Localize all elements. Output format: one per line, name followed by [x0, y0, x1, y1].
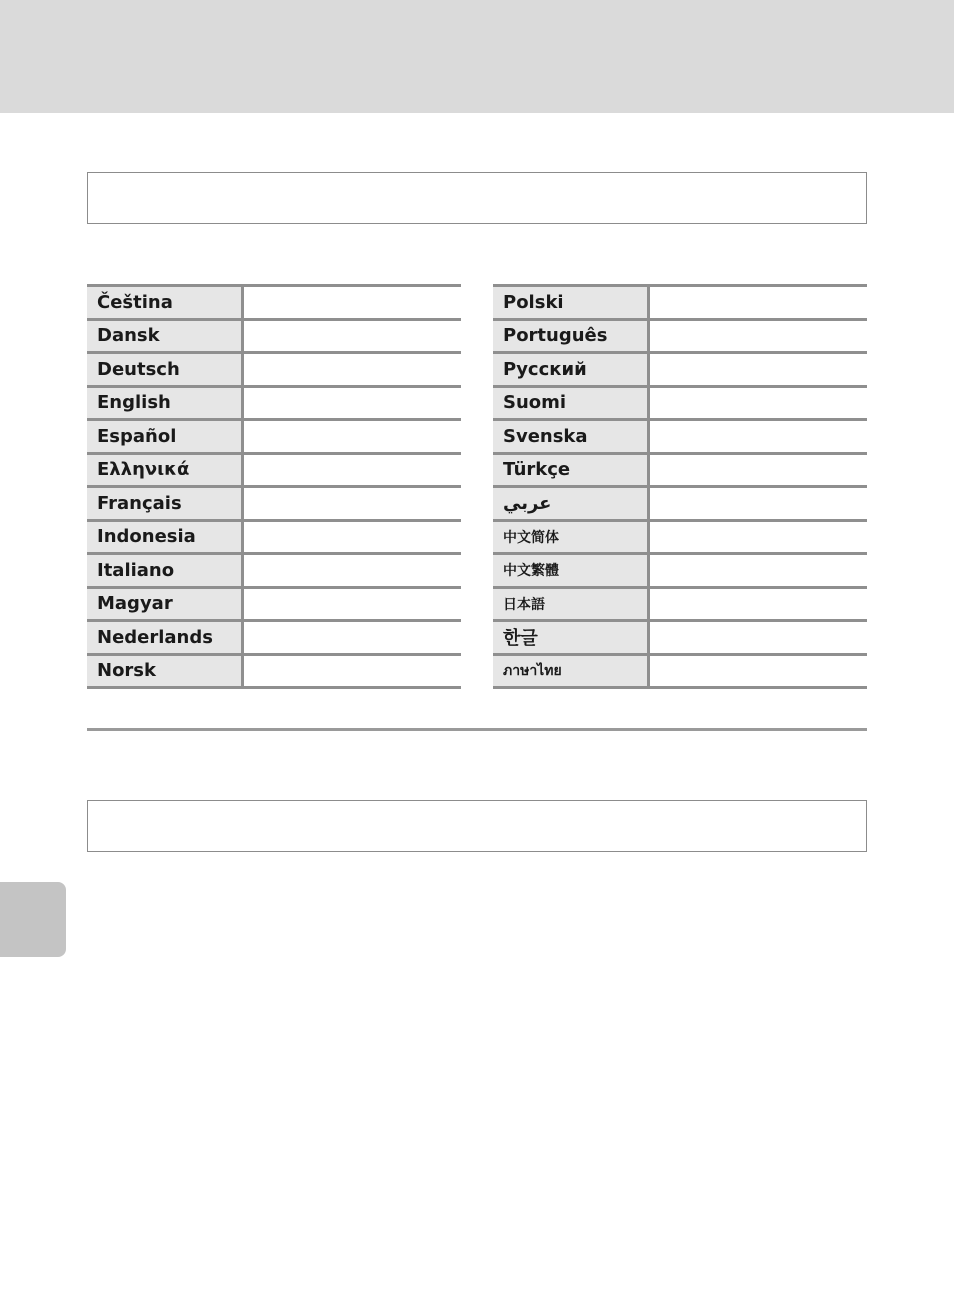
language-table-left — [87, 284, 461, 689]
language-name: Italiano — [87, 555, 244, 586]
language-value-cell — [244, 555, 461, 586]
language-name: Dansk — [87, 321, 244, 352]
language-name: Norsk — [87, 656, 244, 687]
language-name: Magyar — [87, 589, 244, 620]
language-row — [87, 589, 461, 623]
language-row — [493, 421, 867, 455]
language-value-cell — [244, 522, 461, 553]
language-value-cell — [244, 287, 461, 318]
language-row — [87, 488, 461, 522]
language-row — [493, 589, 867, 623]
language-row — [87, 622, 461, 656]
language-name: Français — [87, 488, 244, 519]
language-value-cell — [244, 388, 461, 419]
language-value-cell — [244, 488, 461, 519]
language-row — [493, 555, 867, 589]
language-row — [87, 388, 461, 422]
language-row — [493, 321, 867, 355]
language-name: Svenska — [493, 421, 650, 452]
language-name: Русский — [493, 354, 650, 385]
language-row — [87, 287, 461, 321]
language-value-cell — [650, 354, 867, 385]
language-name: Ελληνικά — [87, 455, 244, 486]
side-thumb-tab — [0, 882, 66, 957]
language-name: Português — [493, 321, 650, 352]
language-value-cell — [650, 421, 867, 452]
language-row — [87, 656, 461, 690]
language-value-cell — [244, 354, 461, 385]
language-value-cell — [650, 287, 867, 318]
top-empty-box — [87, 172, 867, 224]
language-row — [493, 388, 867, 422]
language-value-cell — [244, 656, 461, 687]
language-value-cell — [244, 622, 461, 653]
language-row — [493, 287, 867, 321]
language-value-cell — [244, 421, 461, 452]
language-row — [493, 455, 867, 489]
language-row — [87, 354, 461, 388]
language-name: 中文简体 — [493, 522, 650, 553]
language-row — [493, 622, 867, 656]
language-name: 中文繁體 — [493, 555, 650, 586]
bottom-empty-box — [87, 800, 867, 852]
language-name: 한글 — [493, 622, 650, 653]
language-name: Polski — [493, 287, 650, 318]
language-value-cell — [650, 589, 867, 620]
language-name: Čeština — [87, 287, 244, 318]
language-value-cell — [650, 455, 867, 486]
language-value-cell — [244, 321, 461, 352]
language-row — [87, 555, 461, 589]
language-value-cell — [650, 555, 867, 586]
language-row — [87, 421, 461, 455]
language-value-cell — [650, 321, 867, 352]
language-value-cell — [650, 388, 867, 419]
language-name: Deutsch — [87, 354, 244, 385]
language-row — [493, 656, 867, 690]
language-value-cell — [244, 455, 461, 486]
language-value-cell — [650, 622, 867, 653]
section-divider — [87, 728, 867, 731]
language-value-cell — [650, 522, 867, 553]
language-name: Suomi — [493, 388, 650, 419]
language-value-cell — [650, 488, 867, 519]
language-row — [493, 522, 867, 556]
language-name: Indonesia — [87, 522, 244, 553]
language-row — [87, 522, 461, 556]
header-band — [0, 0, 954, 113]
language-row — [87, 455, 461, 489]
language-name: عربي — [493, 488, 650, 519]
language-name: 日本語 — [493, 589, 650, 620]
language-row — [87, 321, 461, 355]
language-name: Türkçe — [493, 455, 650, 486]
language-table-right — [493, 284, 867, 689]
language-name: Español — [87, 421, 244, 452]
language-row — [493, 354, 867, 388]
language-name: English — [87, 388, 244, 419]
language-value-cell — [244, 589, 461, 620]
language-name: ภาษาไทย — [493, 656, 650, 687]
language-name: Nederlands — [87, 622, 244, 653]
language-row — [493, 488, 867, 522]
language-value-cell — [650, 656, 867, 687]
